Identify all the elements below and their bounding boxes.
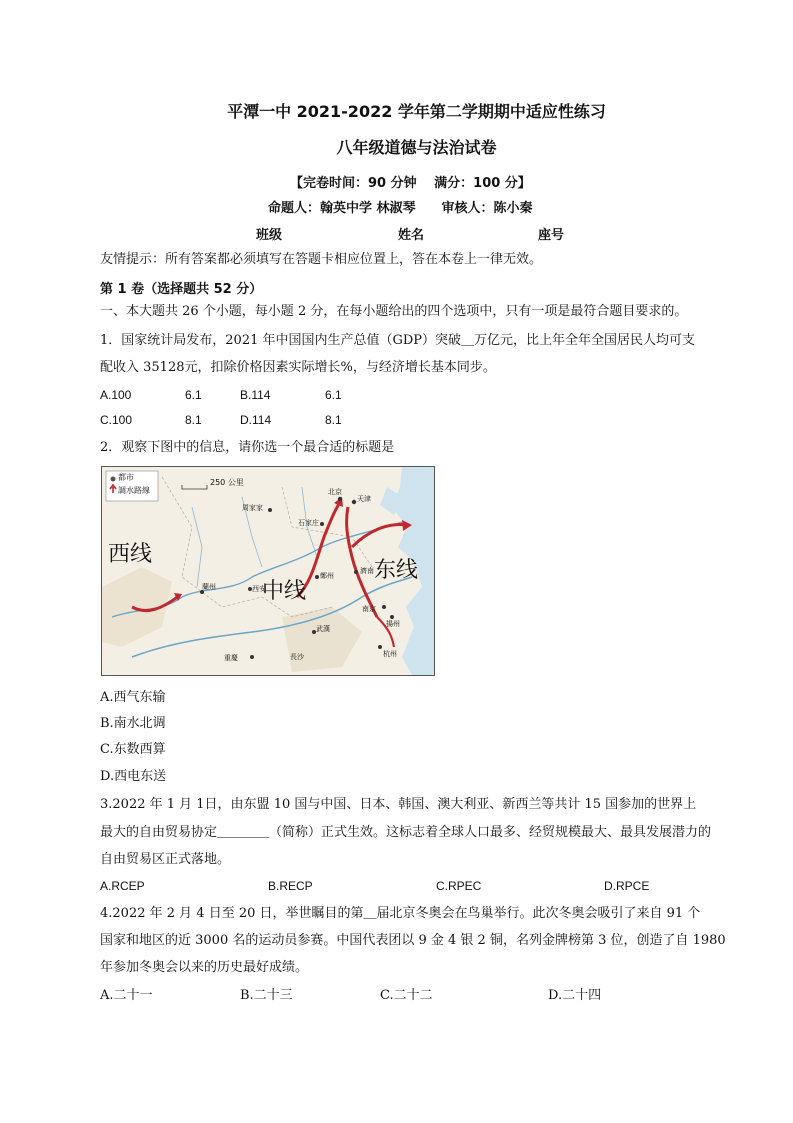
city-label: 揚州 [386,620,400,628]
middle-route-label: 中线 [262,579,307,604]
q3-option-a: A.RCEP [100,879,145,893]
seat-label: 座号 [538,228,565,243]
q2-option-b: B.南水北调 [100,716,166,731]
city-label: 重慶 [224,654,238,662]
section-instruction: 一、本大题共 26 个小题，每小题 2 分，在每小题给出的四个选项中，只有一项是最符合题目要求的。 [100,304,688,319]
q2-option-d: D.西电东送 [100,769,167,784]
q4-option-c: C.二十二 [380,988,433,1003]
q4-line2: 国家和地区的近 3000 名的运动员参赛。中国代表团以 9 金 4 银 2 铜，名列金牌榜第 3 位，创造了自 1980 [100,933,726,948]
city-label: 杭州 [383,650,397,658]
q3-line3: 自由贸易区正式落地。 [100,852,231,867]
q1-option-b: B.114 [240,388,271,402]
city-label: 濟南 [360,567,374,575]
section-heading: 第 1 卷（选择题共 52 分） [100,282,263,297]
authors-line: 命题人：翰英中学 林淑琴 审核人：陈小秦 [268,201,533,216]
city-label: 周家家 [242,504,263,512]
q4-option-a: A.二十一 [100,988,153,1003]
q4-option-b: B.二十三 [240,988,293,1003]
name-label: 姓名 [398,228,425,243]
class-label: 班级 [256,228,283,243]
q1-option-c: C.100 [100,413,133,427]
q1-option-a-value: 6.1 [185,388,202,402]
q2-option-c: C.东数西算 [100,742,166,757]
south-north-water-diversion-map [101,466,435,676]
q3-line2: 最大的自由贸易协定＿＿＿＿（简称）正式生效。这标志着全球人口最多、经贸规模最大、最具发展潜力的 [100,825,712,840]
city-label: 長沙 [290,653,304,661]
q3-line1: 3.2022 年 1 月 1日，由东盟 10 国与中国、日本、韩国、澳大利亚、新西兰等共计 15 国参加的世界上 [100,797,697,812]
exam-subtitle: 八年级道德与法治试卷 [336,138,497,157]
q2-stem: 2．观察下图中的信息，请你选一个最合适的标题是 [100,440,395,455]
q3-option-b: B.RECP [268,879,313,893]
city-label: 鄭州 [320,572,334,580]
q3-option-c: C.RPEC [436,879,482,893]
q1-option-d: D.114 [240,413,272,427]
city-label: 西安 [252,585,266,593]
exam-title: 平潭一中 2021-2022 学年第二学期期中适应性练习 [227,102,606,121]
time-info: 【完卷时间：90 分钟 满分：100 分】 [290,176,531,191]
city-label: 蘭州 [202,583,216,591]
east-route-label: 东线 [374,558,419,583]
q4-option-d: D.二十四 [548,988,602,1003]
q3-option-d: D.RPCE [604,879,650,893]
q4-line1: 4.2022 年 2 月 4 日至 20 日，举世瞩目的第＿届北京冬奥会在鸟巢举行。此次冬奥会吸引了来自 91 个 [100,906,701,921]
legend-city-label: 都市 [118,473,134,482]
q4-line3: 年参加冬奥会以来的历史最好成绩。 [100,960,309,975]
q1-option-d-value: 8.1 [325,413,342,427]
q1-option-b-value: 6.1 [325,388,342,402]
city-label: 石家庄 [298,519,319,527]
q1-line1: 1．国家统计局发布，2021 年中国国内生产总值（GDP）突破＿万亿元，比上年全年全国居民人均可支 [100,333,696,348]
legend-route-label: 調水路線 [118,486,150,495]
q1-line2: 配收入 35128元，扣除价格因素实际增长%，与经济增长基本同步。 [100,360,496,375]
q1-option-c-value: 8.1 [185,413,202,427]
city-label: 南京 [362,605,376,613]
map-scale-label: 250 公里 [210,478,244,487]
city-label: 北京 [328,488,342,496]
q2-option-a: A.西气东输 [100,690,166,705]
city-label: 武漢 [316,625,330,633]
tip-text: 友情提示：所有答案都必须填写在答题卡相应位置上，答在本卷上一律无效。 [100,252,543,267]
q1-option-a: A.100 [100,388,132,402]
west-route-label: 西线 [108,542,153,567]
city-label: 天津 [357,495,371,503]
